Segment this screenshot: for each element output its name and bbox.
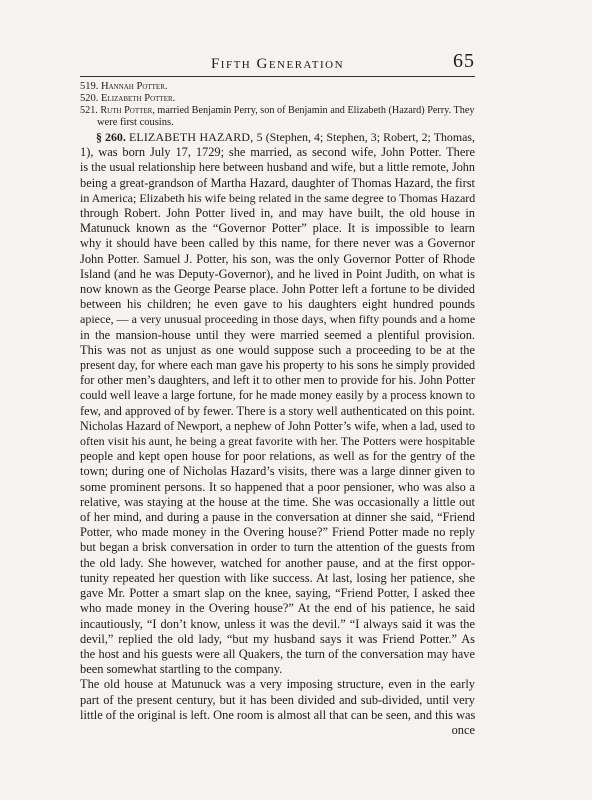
child-details: . xyxy=(164,81,168,92)
text-line: town; during one of Nicholas Hazard’s visits, there was a large dinner given to xyxy=(80,464,475,479)
text-line: little of the original is left. One room is almost all that can be seen, and this was xyxy=(80,707,476,722)
text-line: is the usual relationship here between husband and wife, but a little remote, John xyxy=(80,160,475,175)
text-line: 1), was born July 17, 1729; she married, as second wife, John Potter. There xyxy=(80,145,475,160)
text-line: apiece, — a very unusual proceeding in those days, when fifty pounds and a home xyxy=(80,312,476,327)
text-line: The old house at Matunuck was a very imposing structure, even in the early xyxy=(80,677,475,692)
text-line: through Robert. John Potter lived in, and may have built, the old house in xyxy=(80,206,475,221)
text-line: Nicholas Hazard of Newport, a nephew of John Potter’s wife, when a lad, used to xyxy=(80,418,475,433)
text-line: gave Mr. Potter a smart slap on the knee, saying, “Friend Potter, I asked thee xyxy=(80,586,475,601)
running-head xyxy=(80,52,475,77)
text-line: could well leave a large fortune, for he made money easily by a process known to xyxy=(80,388,475,403)
text-line: devil,” replied the old lady, “but my husband says it was Friend Potter.” As xyxy=(80,631,475,646)
text-line: John Potter. Samuel J. Potter, his son, was the only Governor Potter of Rhode xyxy=(80,251,475,266)
child-entry xyxy=(80,81,475,93)
text-line: now known as the George Pearse place. John Potter left a fortune to be divided xyxy=(80,282,475,297)
child-entry xyxy=(80,105,475,117)
text-line: people and kept open house for poor relations, as well as for the gentry of the xyxy=(80,449,475,464)
text-line: Potter, who made money in the Overing house?” Friend Potter made no reply xyxy=(80,525,475,540)
text-line: § 260. ELIZABETH HAZARD, 5 (Stephen, 4; Stephen, 3; Robert, 2; Thomas, xyxy=(96,130,475,144)
text-line: of her mind, and during a pause in the conversation at dinner she said, “Friend xyxy=(80,510,475,525)
text-line: Island (and he was Deputy-Governor), and he lived in Point Judith, on what is xyxy=(80,266,475,281)
text-line: Matunuck known as the “Governor Potter” place. It is impossible to learn xyxy=(80,221,475,236)
body-text xyxy=(80,130,475,738)
text-line: incautiously, “I don’t know, unless it was the devil.” “I always said it was the xyxy=(80,616,475,631)
text-line: for other men’s daughters, and left it to other men to provide for his. John Potter xyxy=(80,373,475,388)
text-line: relative, was staying at the house at the time. She was occasionally a little out xyxy=(80,494,475,509)
text-line: in the mansion-house until they were married seemed a plentiful provision. xyxy=(80,327,475,342)
child-name: Elizabeth Potter xyxy=(101,93,173,104)
text-line: but began a brisk conversation in order to turn the attention of the guests from xyxy=(80,540,475,555)
child-entry-continuation: were first cousins. xyxy=(97,117,174,128)
text-line: part of the present century, but it has been divided and sub-divided, until very xyxy=(80,692,475,707)
text-line: being a great-grandson of Martha Hazard, daughter of Thomas Hazard, the first xyxy=(80,175,475,190)
child-name: Ruth Potter xyxy=(100,105,153,116)
text-line: who made money in the Overing house?” At the end of his patience, he said xyxy=(80,601,475,616)
child-number: 519. xyxy=(80,81,99,92)
text-line: in America; Elizabeth his wife being related in the same degree to Thomas Hazard xyxy=(80,190,476,205)
text-line: some prominent persons. It so happened that a poor pensioner, who was also a xyxy=(80,479,475,494)
child-details: , married Benjamin Perry, son of Benjamin and Elizabeth (Hazard) Perry. They xyxy=(152,105,475,116)
child-number: 521. xyxy=(80,105,98,116)
text-line: been somewhat startling to the company. xyxy=(80,662,283,677)
child-details: . xyxy=(172,93,176,104)
paragraph-old-house xyxy=(80,677,475,723)
text-line: the old lady. She however, watched for another pause, and at the first oppor- xyxy=(80,555,475,570)
text-line: often visit his aunt, he being a great favorite with her. The Potters were hospitable xyxy=(80,434,475,449)
children-list xyxy=(80,81,475,129)
section-260 xyxy=(80,130,475,677)
child-entry xyxy=(80,93,475,105)
child-name: Hannah Potter xyxy=(101,81,165,92)
text-line: present day, for where each man gave his property to his sons he simply provided xyxy=(80,358,475,373)
text-line: This was not as unjust as one would suppose such a proceeding to be at the xyxy=(80,342,475,357)
text-line: the host and his guests were all Quakers, the turn of the conversation may have xyxy=(80,646,475,661)
text-line: between his children; he even gave to his daughters eight hundred pounds xyxy=(80,297,475,312)
child-number: 520. xyxy=(80,93,99,104)
section-person-name: ELIZABETH HAZARD, xyxy=(128,130,257,144)
catchword: once xyxy=(451,722,475,737)
page-number: 65 xyxy=(453,50,475,72)
text-line: tunity repeated her question with like success. At last, losing her patience, she xyxy=(80,570,475,585)
text-line: few, and approved of by fewer. There is a story well authenticated on this point. xyxy=(80,403,476,418)
chapter-title: Fifth Generation xyxy=(210,56,345,72)
text-line: why it should have been called by this name, for there never was a Governor xyxy=(80,236,475,251)
section-mark: § 260. xyxy=(96,130,129,144)
